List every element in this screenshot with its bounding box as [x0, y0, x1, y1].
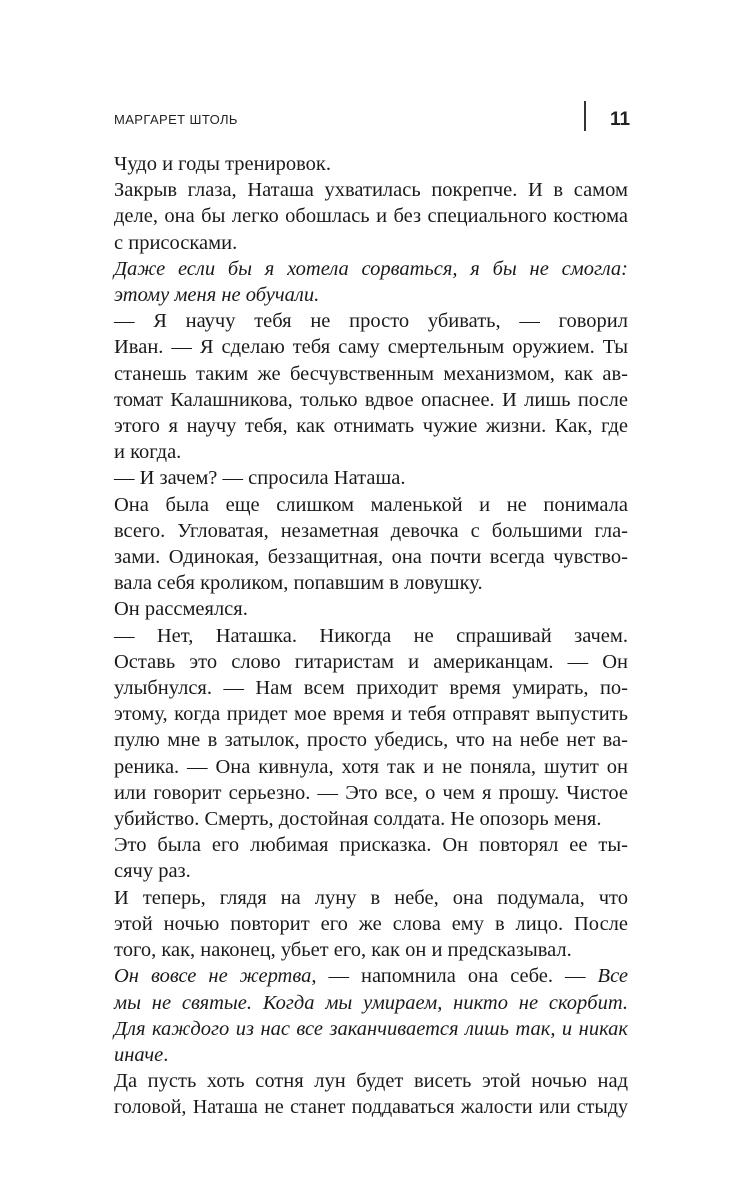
paragraph: [114, 492, 628, 597]
text-line: И теперь, глядя на луну в небе, она подумала, что: [114, 886, 628, 909]
text-line: станешь таким же бесчувственным механизмом, как ав-: [114, 362, 628, 385]
text-line: — Я научу тебя не просто убивать, — говорил: [114, 310, 628, 333]
italic-text: Он вовсе не жертва: [114, 965, 312, 988]
text-line: Даже если бы я хотела сорваться, я бы не смогла:: [114, 257, 628, 280]
text-line: с присосками.: [114, 231, 238, 254]
text-line: [114, 990, 628, 1016]
text-line: Закрыв глаза, Наташа ухватилась покрепче. И в самом: [114, 179, 628, 202]
page-number: 11: [610, 109, 631, 130]
paragraph: [114, 596, 628, 622]
paragraph: [114, 1068, 628, 1120]
text-run: , — напомнила она себе. —: [311, 965, 598, 988]
text-line: зами. Одинокая, беззащитная, она почти всегда чувство-: [114, 546, 628, 569]
text-line: Чудо и годы тренировок.: [114, 153, 331, 175]
text-line: [114, 1042, 628, 1068]
italic-text: мы не святые. Когда мы умираем, никто не скорбит.: [114, 991, 628, 1014]
text-line: — Нет, Наташка. Никогда не спрашивай зачем.: [114, 624, 628, 647]
body-text: [114, 151, 628, 1121]
text-line: головой, Наташа не станет поддаваться жалости или стыду: [114, 1096, 628, 1119]
header-divider: [584, 101, 586, 131]
text-line: реника. — Она кивнула, хотя так и не поняла, шутит он: [114, 755, 628, 778]
text-line: того, как, наконец, убьет его, как он и предсказывал.: [114, 939, 572, 962]
italic-text: Все: [597, 965, 628, 988]
text-line: этого я научу тебя, как отнимать чужие жизни. Как, где: [114, 415, 628, 438]
text-line: [114, 963, 628, 989]
text-line: Да пусть хоть сотня лун будет висеть этой ночью над: [114, 1070, 628, 1093]
paragraph: [114, 308, 628, 465]
paragraph: [114, 832, 628, 884]
text-line: этому меня не обучали.: [114, 284, 320, 307]
paragraph: [114, 885, 628, 964]
text-line: Это была его любимая присказка. Он повторял ее ты-: [114, 834, 628, 857]
text-line: пулю мне в затылок, просто убедись, что на небе нет ва-: [114, 729, 628, 752]
text-line: и когда.: [114, 441, 182, 464]
paragraph: [114, 963, 628, 1068]
paragraph: [114, 151, 628, 177]
text-line: улыбнулся. — Нам всем приходит время умирать, по-: [114, 677, 628, 700]
text-line: всего. Угловатая, незаметная девочка с большими гла-: [114, 519, 628, 542]
text-line: Он рассмеялся.: [114, 598, 248, 621]
text-run: .: [163, 1043, 169, 1066]
text-line: — И зачем? — спросила Наташа.: [114, 467, 406, 490]
text-line: Оставь это слово гитаристам и американцам. — Он: [114, 650, 628, 673]
italic-text: Для каждого из нас все заканчивается лишь так, и никак: [114, 1017, 628, 1040]
text-line: Иван. — Я сделаю тебя саму смертельным оружием. Ты: [114, 336, 628, 359]
text-line: [114, 1016, 628, 1042]
italic-text: иначе: [114, 1043, 164, 1066]
running-head-author: МАРГАРЕТ ШТОЛЬ: [114, 112, 238, 127]
text-line: томат Калашникова, только вдвое опаснее. И лишь после: [114, 388, 628, 411]
paragraph: [114, 177, 628, 256]
text-line: деле, она бы легко обошлась и без специального костюма: [114, 205, 628, 228]
text-line: убийство. Смерть, достойная солдата. Не опозорь меня.: [114, 808, 602, 831]
text-line: этой ночью повторит его же слова ему в лицо. После: [114, 912, 628, 935]
paragraph: [114, 623, 628, 833]
text-line: вала себя кроликом, попавшим в ловушку.: [114, 572, 483, 595]
text-line: этому, когда придет мое время и тебя отправят выпустить: [114, 703, 628, 726]
paragraph: [114, 465, 628, 491]
text-line: Она была еще слишком маленькой и не понимала: [114, 493, 628, 516]
paragraph: [114, 256, 628, 308]
text-line: или говорит серьезно. — Это все, о чем я прошу. Чистое: [114, 781, 628, 804]
text-line: сячу раз.: [114, 860, 191, 883]
